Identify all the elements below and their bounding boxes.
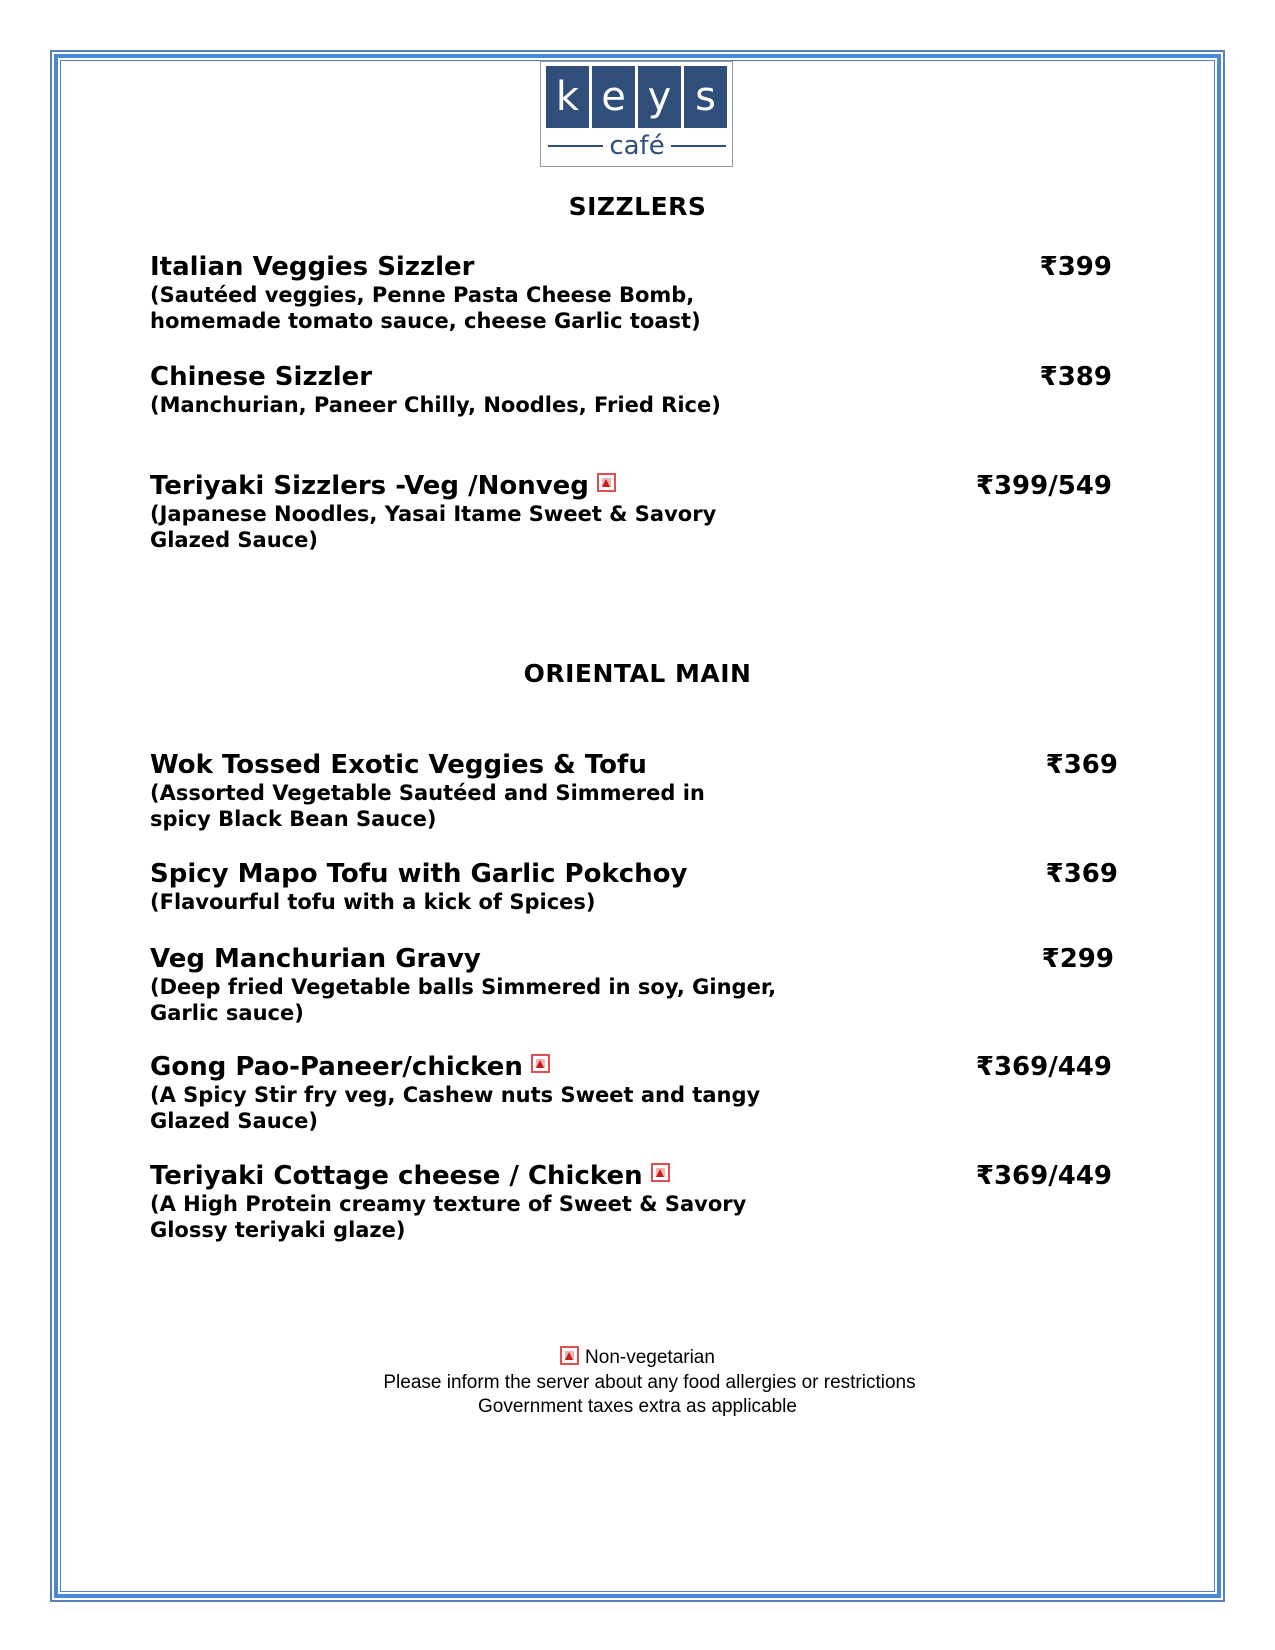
item-name: Gong Pao-Paneer/chicken — [150, 1052, 523, 1082]
non-veg-icon — [531, 1054, 550, 1073]
menu-item-teriyaki-sizzlers — [150, 471, 1130, 553]
item-description: (Sautéed veggies, Penne Pasta Cheese Bomb, homemade tomato sauce, cheese Garlic toast) — [150, 283, 701, 333]
legend-label: Non-vegetarian — [585, 1347, 715, 1368]
item-description: (A High Protein creamy texture of Sweet & Savory Glossy teriyaki glaze) — [150, 1192, 747, 1242]
logo-letters — [546, 66, 727, 128]
item-price: ₹389 — [1039, 362, 1112, 392]
item-description: (Flavourful tofu with a kick of Spices) — [150, 890, 596, 914]
item-price: ₹399 — [1039, 252, 1112, 282]
item-name: Teriyaki Cottage cheese / Chicken — [150, 1161, 643, 1191]
item-description: (Deep fried Vegetable balls Simmered in soy, Ginger, Garlic sauce) — [150, 975, 777, 1025]
non-veg-legend — [0, 1346, 1275, 1370]
non-veg-icon — [597, 473, 616, 492]
keys-cafe-logo — [540, 61, 733, 167]
section-heading-sizzlers: SIZZLERS — [568, 192, 707, 221]
logo-letter: y — [638, 66, 681, 128]
logo-letter: k — [546, 66, 589, 128]
logo-subtitle: café — [609, 131, 665, 161]
item-description: (Assorted Vegetable Sautéed and Simmered in spicy Black Bean Sauce) — [150, 781, 705, 831]
item-price: ₹369/449 — [975, 1052, 1112, 1082]
logo-letter: s — [684, 66, 727, 128]
item-description: (Japanese Noodles, Yasai Itame Sweet & Savory Glazed Sauce) — [150, 502, 717, 552]
menu-item-chinese-sizzler — [150, 362, 1130, 418]
item-description: (A Spicy Stir fry veg, Cashew nuts Sweet and tangy Glazed Sauce) — [150, 1083, 761, 1133]
menu-item-teriyaki-cottage-cheese — [150, 1161, 1130, 1243]
item-name: Veg Manchurian Gravy — [150, 944, 481, 974]
menu-item-gong-pao — [150, 1052, 1130, 1134]
allergy-note: Please inform the server about any food allergies or restrictions — [383, 1372, 916, 1393]
logo-subtitle-row — [548, 130, 726, 162]
tax-note: Government taxes extra as applicable — [478, 1396, 797, 1417]
non-veg-icon — [651, 1163, 670, 1182]
section-heading-oriental-main: ORIENTAL MAIN — [523, 659, 752, 688]
logo-letter: e — [592, 66, 635, 128]
menu-item-wok-tossed-veggies-tofu — [150, 750, 1130, 832]
item-price: ₹369 — [1045, 859, 1118, 889]
logo-rule-left — [548, 145, 603, 147]
item-name: Spicy Mapo Tofu with Garlic Pokchoy — [150, 859, 688, 889]
menu-item-spicy-mapo-tofu — [150, 859, 1130, 915]
item-price: ₹369/449 — [975, 1161, 1112, 1191]
item-description: (Manchurian, Paneer Chilly, Noodles, Fried Rice) — [150, 393, 721, 417]
item-name: Teriyaki Sizzlers -Veg /Nonveg — [150, 471, 589, 501]
menu-item-italian-veggies-sizzler — [150, 252, 1130, 334]
menu-item-veg-manchurian-gravy — [150, 944, 1130, 1026]
non-veg-icon — [560, 1346, 579, 1365]
logo-rule-right — [671, 145, 726, 147]
item-price: ₹399/549 — [975, 471, 1112, 501]
item-name: Wok Tossed Exotic Veggies & Tofu — [150, 750, 647, 780]
item-price: ₹369 — [1045, 750, 1118, 780]
item-name: Italian Veggies Sizzler — [150, 252, 475, 282]
item-name: Chinese Sizzler — [150, 362, 373, 392]
item-price: ₹299 — [1041, 944, 1114, 974]
